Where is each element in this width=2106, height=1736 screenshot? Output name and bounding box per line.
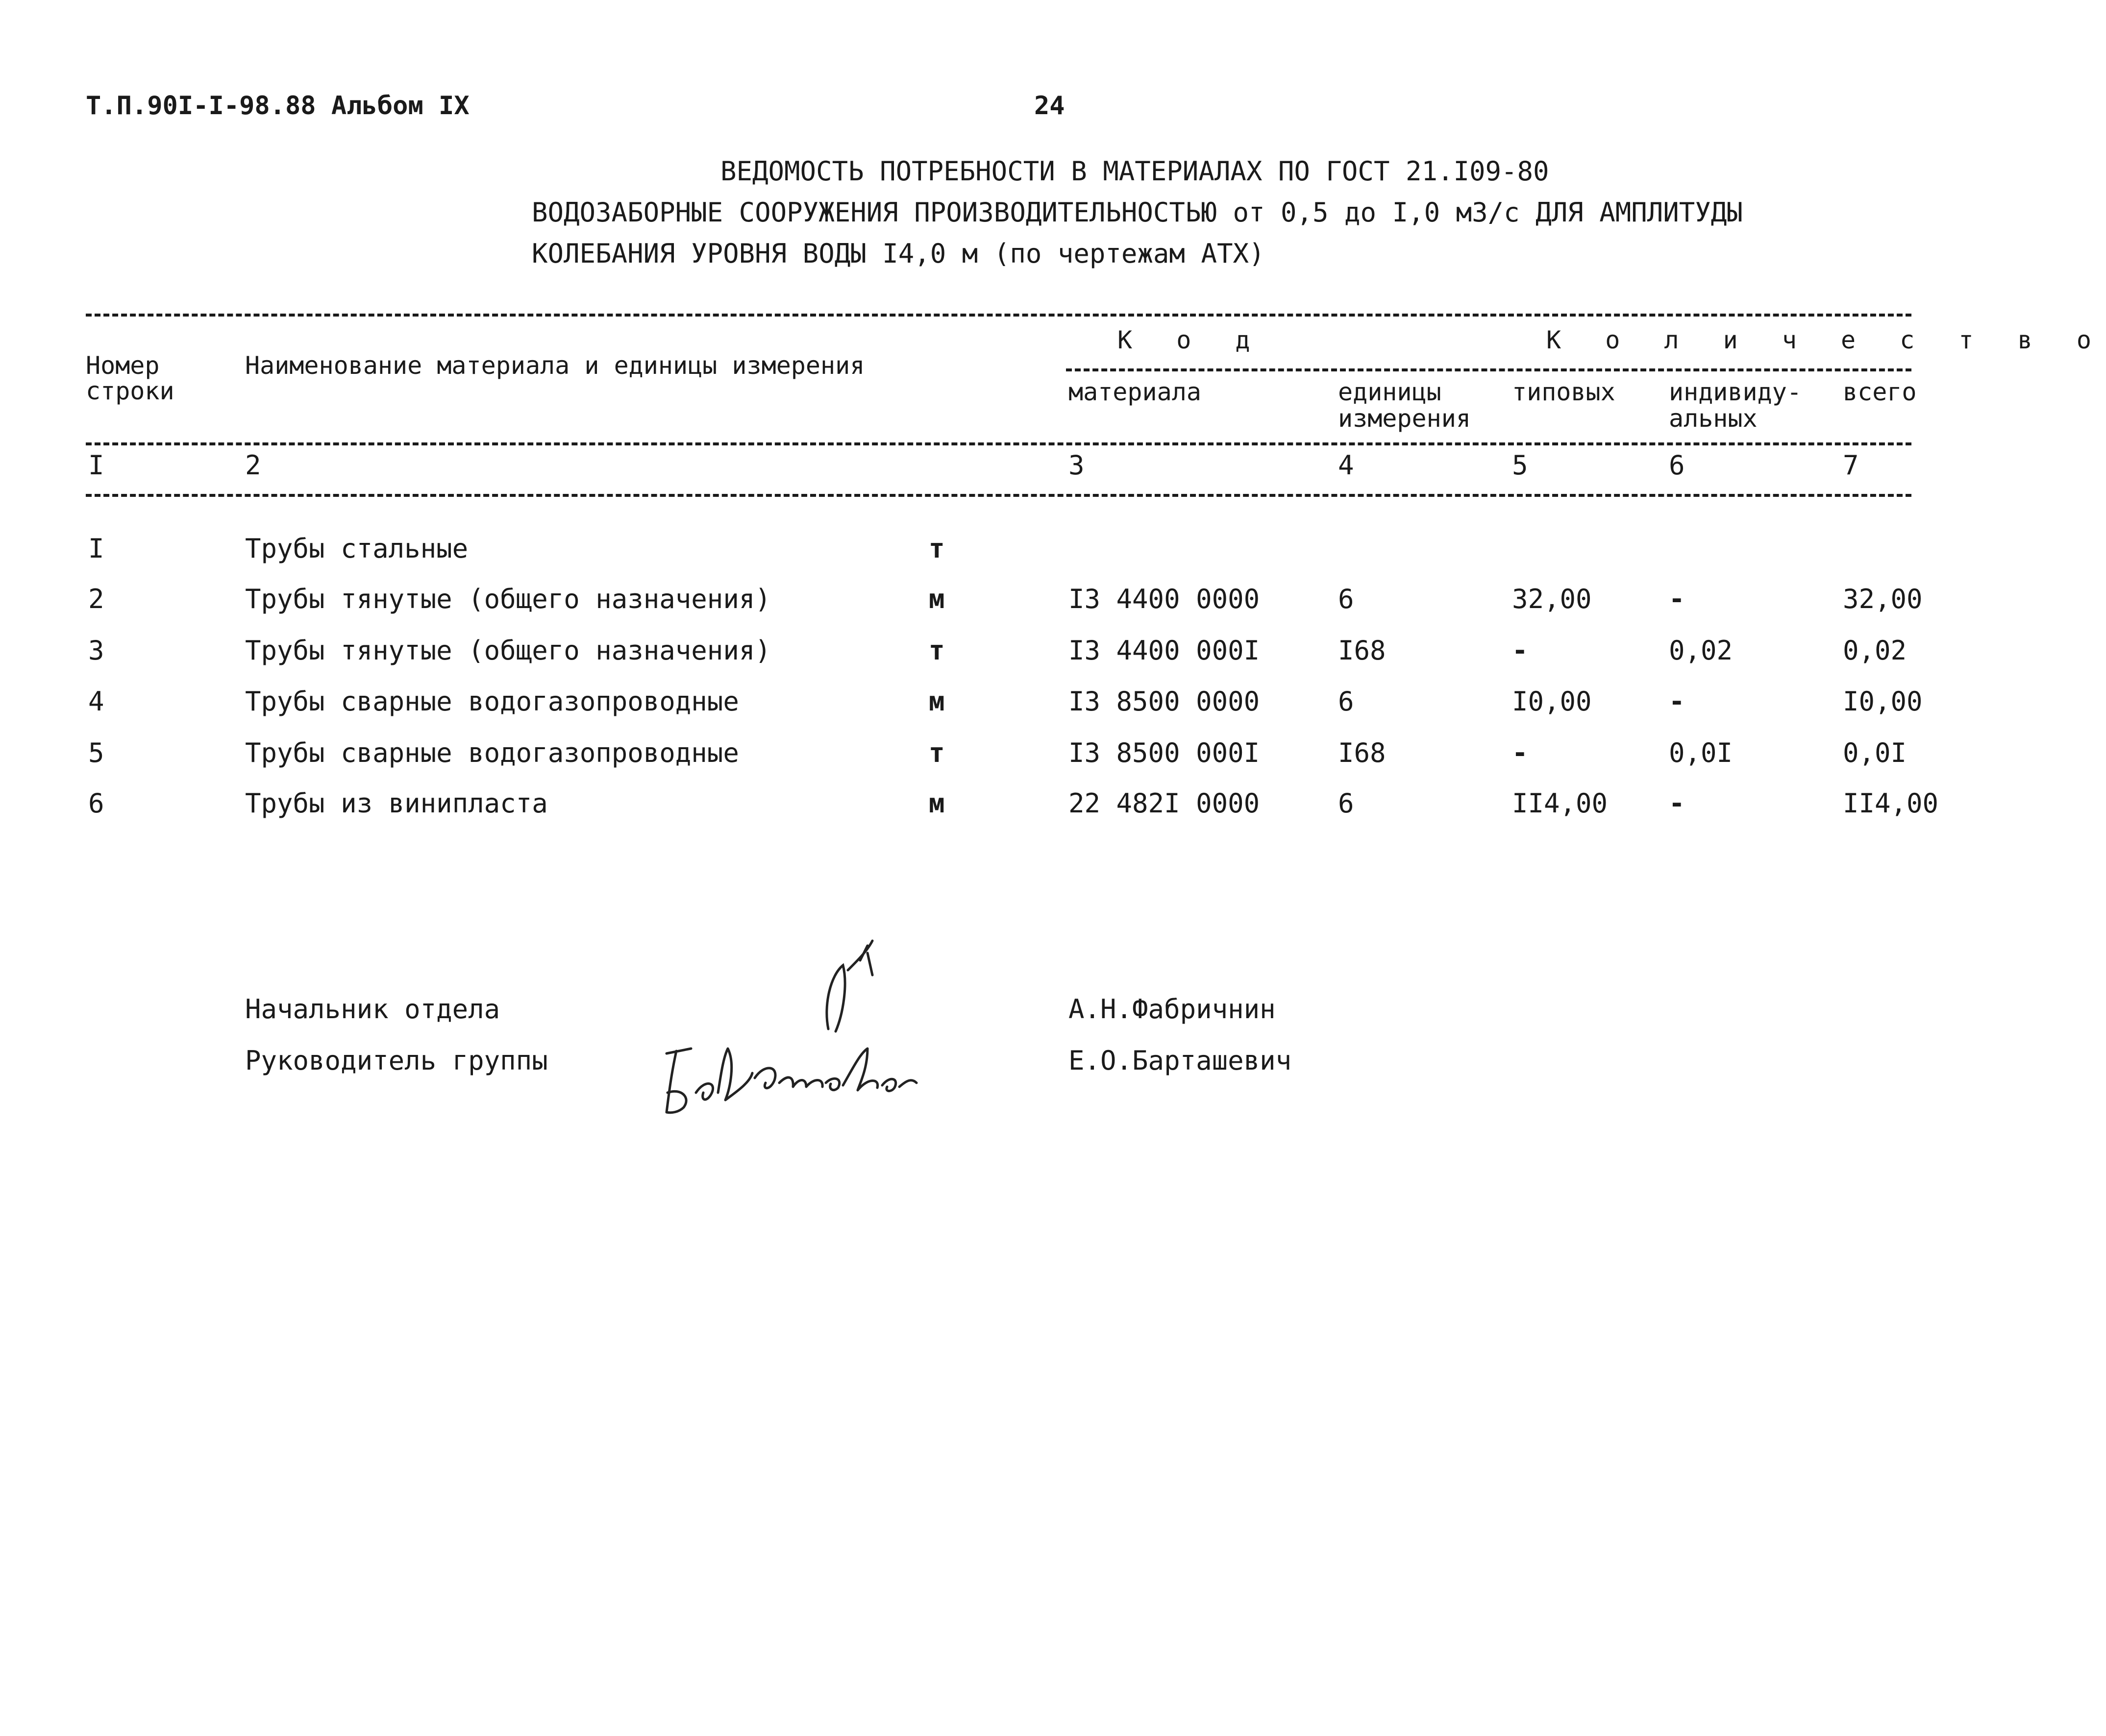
total-qty: I0,00 [1843,686,1923,717]
row-number: 5 [88,737,104,768]
header-name: Наименование материала и единицы измерения [245,351,865,380]
handwritten-signature [637,931,961,1137]
unit: м [929,686,945,717]
header-individual-2: альных [1669,404,1758,433]
column-number-4: 4 [1338,450,1354,481]
unit-code: 6 [1338,686,1354,717]
total-qty: 0,02 [1843,635,1907,666]
column-number-7: 7 [1843,450,1859,481]
individual-qty: - [1669,686,1685,717]
individual-qty: 0,02 [1669,635,1733,666]
row-number: I [88,533,104,564]
unit: м [929,788,945,819]
header-bottom-rule [86,442,1911,445]
document-code: Т.П.90I-I-98.88 Альбом IX [86,91,470,121]
header-material-code: материала [1068,378,1201,406]
header-total: всего [1843,378,1917,406]
material-code: I3 4400 000I [1068,635,1260,666]
table-top-rule [86,314,1911,317]
material-name: Трубы стальные [245,533,469,564]
material-name: Трубы сварные водогазопроводные [245,686,739,717]
column-number-2: 2 [245,450,261,481]
material-name: Трубы сварные водогазопроводные [245,737,739,768]
header-unit-code-2: измерения [1338,404,1471,433]
title-line-2: ВОДОЗАБОРНЫЕ СООРУЖЕНИЯ ПРОИЗВОДИТЕЛЬНОСТЬЮ от 0,5 до I,0 м3/с ДЛЯ АМПЛИТУДЫ [532,197,1743,228]
unit: т [929,635,945,666]
row-number: 6 [88,788,104,819]
typical-qty: I0,00 [1512,686,1592,717]
signatory-name-1: А.Н.Фабричнин [1068,994,1276,1025]
total-qty: 32,00 [1843,584,1923,614]
material-name: Трубы тянутые (общего назначения) [245,584,771,614]
header-quantity-group: К о л и ч е с т в о [1546,326,2106,354]
title-line-1: ВЕДОМОСТЬ ПОТРЕБНОСТИ В МАТЕРИАЛАХ ПО ГОСТ 21.I09-80 [720,156,1549,187]
typical-qty: II4,00 [1512,788,1608,819]
signatory-role-1: Начальник отдела [245,994,500,1025]
column-numbers-rule [86,494,1911,497]
column-number-6: 6 [1669,450,1685,481]
individual-qty: - [1669,788,1685,819]
column-number-3: 3 [1068,450,1085,481]
material-name: Трубы из винипласта [245,788,548,819]
header-typical: типовых [1512,378,1615,406]
total-qty: II4,00 [1843,788,1939,819]
header-unit-code-1: единицы [1338,378,1441,406]
signatory-name-2: Е.О.Барташевич [1068,1045,1292,1076]
individual-qty: 0,0I [1669,737,1733,768]
column-number-1: I [88,450,104,481]
unit-code: I68 [1338,635,1386,666]
signatory-role-2: Руководитель группы [245,1045,548,1076]
unit-code: 6 [1338,584,1354,614]
total-qty: 0,0I [1843,737,1907,768]
row-number: 2 [88,584,104,614]
header-row-no-1: Номер [86,351,160,380]
row-number: 4 [88,686,104,717]
unit-code: I68 [1338,737,1386,768]
typical-qty: - [1512,737,1528,768]
typical-qty: - [1512,635,1528,666]
page-number: 24 [1034,91,1065,121]
unit: т [929,737,945,768]
header-individual-1: индивиду- [1669,378,1802,406]
header-code-group: К о д [1117,326,1265,354]
unit-code: 6 [1338,788,1354,819]
unit: м [929,584,945,614]
typical-qty: 32,00 [1512,584,1592,614]
material-code: I3 4400 0000 [1068,584,1260,614]
material-code: I3 8500 0000 [1068,686,1260,717]
group-header-rule [1066,368,1911,371]
title-line-3: КОЛЕБАНИЯ УРОВНЯ ВОДЫ I4,0 м (по чертежам АТХ) [532,238,1265,269]
unit: т [929,533,945,564]
column-number-5: 5 [1512,450,1528,481]
material-name: Трубы тянутые (общего назначения) [245,635,771,666]
row-number: 3 [88,635,104,666]
header-row-no-2: строки [86,377,174,405]
material-code: 22 482I 0000 [1068,788,1260,819]
material-code: I3 8500 000I [1068,737,1260,768]
individual-qty: - [1669,584,1685,614]
